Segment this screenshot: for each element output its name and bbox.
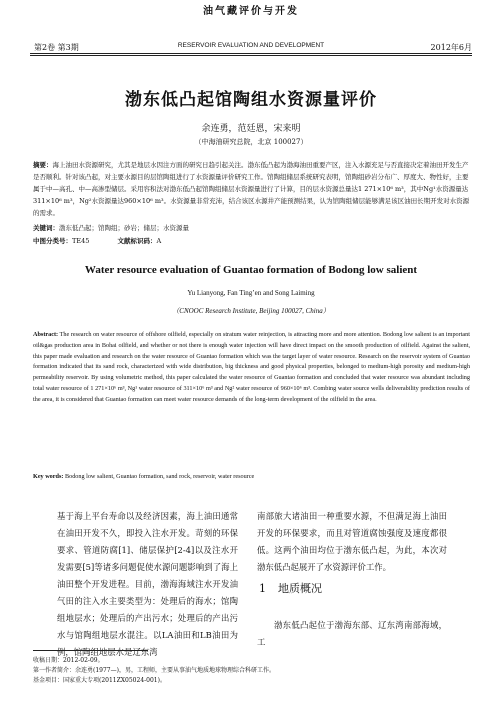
- authors-en: Yu Lianyong, Fan Ting’en and Song Laiming: [187, 289, 315, 297]
- keywords-en: [33, 473, 470, 480]
- clc-code: TE45: [72, 237, 90, 245]
- abstract-en-label: Abstract:: [33, 331, 59, 338]
- body-left-column: 基于海上平台寿命以及经济因素，海上油田通常在油田开发不久，即投入注水开发。苛刻的环保要求、管道防腐[1]、储层保护[2-4]以及注水开发需要[5]等诸多问题促使水源问题影响到了海上油田整个开发进程。目前，渤海海域注水开发油气田的注入水主要类型为：处理后的海水；馆陶组地层水；处理后的产出污水；处理后的产出污水与馆陶组地层水混注。以LA油田和LB油田为例，馆陶组地层水是辽东湾: [57, 511, 238, 657]
- volume-issue: 第2卷 第3期: [34, 43, 79, 52]
- footnote-received: 收稿日期：2012-02-09。: [33, 657, 104, 664]
- abstract-cn-label: 摘要：: [33, 161, 53, 169]
- keywords-en-label: Key words:: [33, 473, 64, 480]
- keywords-cn-text: 渤东低凸起；馆陶组；砂岩；储层；水资源量: [59, 224, 189, 232]
- doc-code: A: [156, 237, 162, 245]
- keywords-cn: [33, 222, 470, 234]
- journal-name: 油气藏评价与开发: [203, 6, 299, 17]
- article-title-cn: 渤东低凸起馆陶组水资源量评价: [125, 90, 377, 110]
- article-title-en: Water resource evaluation of Guantao formation of Bodong low salient: [84, 264, 418, 276]
- classification-line: [33, 235, 470, 247]
- abstract-cn-text: 海上油田水资源研究，尤其是地层水因注方面的研究日趋引起关注。渤东低凸起为渤海油田重要产区，注入水源充足与否直接决定着油田开发生产是否顺利。针对该凸起，对主要水源目的层馆陶组进行了水资源量评价研究工作。馆陶组储层系统研究表明，馆陶组砂岩分布广、厚度大、物性好，主要属于中—高孔、中—高渗型储层。采用容积法对渤东低凸起馆陶组储层水资源量进行了计算，目的层水资源总量达1 271×10⁶ m³，其中Ng¹水资源量达311×10⁶ m³，Ng²水资源量达960×10⁶ m³。水资源量非常充沛，结合该区水源井产能预测结果，认为馆陶组储层能够满足该区油田长期开发对水资源的需求。: [33, 161, 470, 217]
- body-right-continuation: 渤东低凸起位于渤海东部、辽东湾南部海域，工: [257, 620, 447, 647]
- keywords-cn-label: 关键词：: [33, 224, 59, 232]
- body-right-paragraph: 南部旅大诸油田一种重要水源，不但满足海上油田开发的环保要求，而且对管道腐蚀强度及速度都很低。这两个油田均位于渤东低凸起，为此，本次对渤东低凸起展开了水资源评价工作。: [257, 511, 447, 572]
- header-rule-thin: [30, 55, 472, 56]
- footnote-rule: [33, 650, 148, 651]
- doc-code-label: 文献标识码：: [117, 237, 157, 245]
- section-heading: [259, 580, 322, 596]
- keywords-en-text: Bodong low salient, Guantao formation, sand rock, reservoir, water resource: [64, 473, 255, 480]
- header-rule: [30, 53, 472, 54]
- clc-label: 中图分类号：: [33, 237, 72, 245]
- publication-date: 2012年6月: [430, 43, 472, 52]
- footnote-author-info: 第一作者简介：余连勇(1977—)，男，工程师，主要从事油气地质地球物理综合科研工作。: [33, 667, 275, 674]
- abstract-en: [33, 330, 470, 406]
- section-number: 1: [259, 582, 266, 595]
- journal-name-english: RESERVOIR EVALUATION AND DEVELOPMENT: [177, 42, 325, 49]
- footnote-fund: 基金项目：国家重大专项(2011ZX05024-001)。: [33, 677, 166, 684]
- affiliation-cn: （中海油研究总院，北京 100027）: [194, 138, 308, 146]
- abstract-en-text: The research on water resource of offshore oilfield, especially on stratum water reinjection, is attracting more and more attention. Bodong low salient is an important oil&gas production area in Bohai oilfield, and whether or not there is enough water injection will have direct impact on the smooth production of oilfield. Against the salient, this paper made evaluation and research on the water resource of Guantao formation which was the target layer of water resource. Research on the reservoir system of Guantao formation indicated that its sand rock, characterized with wide distribution, big thickness and good physical properties, belonged to medium-high porosity and medium-high permeability reservoir. By using volumetric method, this paper calculated the water resource of Guantao formation and concluded that water resource was abundant including total water resource of 1 271×10⁶ m³, Ng¹ water resource of 311×10⁶ m³ and Ng² water resource of 960×10⁶ m³. Combing water source wells deliverability prediction results of the area, it is considered that Guantao formation can meet water resource demands of the long-term development of the oilfield in the area.: [33, 331, 470, 403]
- abstract-cn: [33, 159, 470, 219]
- authors-cn: 余连勇，范廷恩，宋来明: [201, 124, 301, 134]
- affiliation-en: （CNOOC Research Institute, Beijing 100027, China）: [172, 307, 330, 315]
- section-title: 地质概况: [278, 582, 322, 595]
